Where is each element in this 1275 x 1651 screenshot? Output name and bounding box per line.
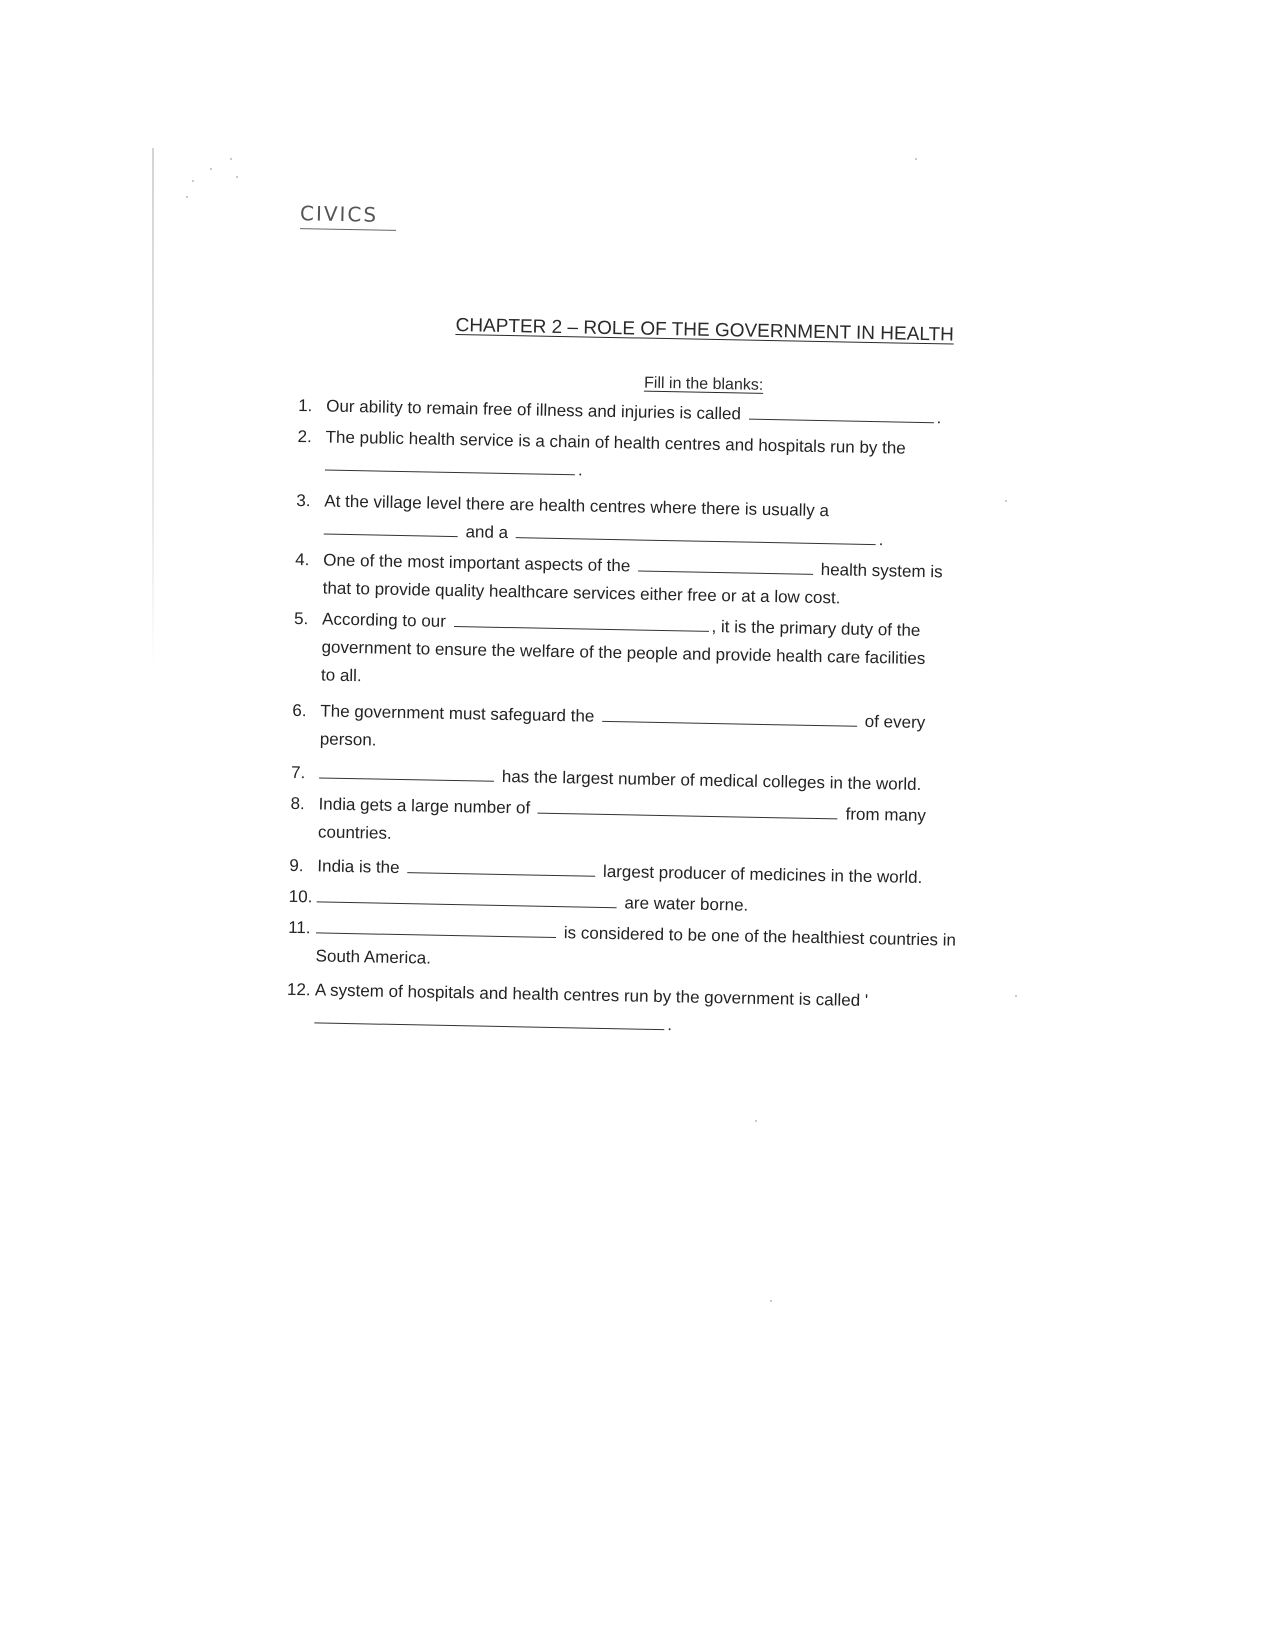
scan-speck: [915, 158, 917, 160]
scan-speck: [770, 1300, 772, 1302]
question-number: 1.: [298, 395, 313, 416]
answer-blank[interactable]: [316, 914, 556, 938]
answer-blank[interactable]: [749, 401, 934, 424]
scan-speck: [210, 168, 212, 170]
subject-underline: [300, 228, 396, 231]
answer-blank[interactable]: [638, 553, 813, 575]
question-text: government to ensure the welfare of the people and provide health care facilities: [321, 637, 926, 669]
question-text: .: [667, 1015, 673, 1035]
question-text: Our ability to remain free of illness and injuries is called: [326, 396, 742, 424]
question-text: from many: [845, 804, 927, 826]
answer-blank[interactable]: [454, 608, 709, 632]
answer-blank[interactable]: [317, 883, 617, 908]
question-number: 11.: [288, 917, 311, 938]
question-text: to all.: [320, 665, 362, 686]
question-text: South America.: [315, 946, 432, 968]
question-text: countries.: [317, 822, 392, 843]
scan-speck: [230, 158, 232, 160]
question-text: One of the most important aspects of the: [323, 550, 631, 576]
question-text: that to provide quality healthcare services either free or at a low cost.: [322, 578, 841, 608]
subject-heading: CIVICS: [299, 201, 379, 227]
question-text: largest producer of medicines in the world.: [602, 861, 923, 888]
question-3: [296, 487, 1037, 557]
scan-edge: [152, 148, 154, 668]
question-text: India is the: [317, 856, 400, 878]
question-number: 7.: [290, 762, 306, 783]
chapter-title: CHAPTER 2 – ROLE OF THE GOVERNMENT IN HEALTH: [455, 314, 955, 346]
scan-speck: [192, 180, 194, 182]
question-text: The government must safeguard the: [320, 701, 595, 726]
instructions: Fill in the blanks:: [643, 374, 764, 394]
question-number: 10.: [288, 886, 313, 907]
answer-blank[interactable]: [538, 795, 838, 820]
question-text: At the village level there are health centres where there is usually a: [324, 491, 830, 521]
question-4: [294, 546, 1035, 616]
question-text: A system of hospitals and health centres run by the government is called ': [314, 980, 869, 1011]
question-text: .: [577, 460, 583, 480]
question-text: and a: [465, 522, 509, 543]
scan-speck: [236, 176, 238, 178]
question-11: [287, 914, 1028, 984]
answer-blank[interactable]: [516, 519, 876, 545]
question-text: person.: [319, 729, 377, 750]
question-12: [286, 976, 1027, 1046]
question-6: [292, 697, 1033, 767]
question-text: has the largest number of medical colleges in the world.: [501, 766, 922, 795]
question-2: [297, 423, 1038, 493]
worksheet-content: [286, 312, 1040, 1049]
answer-blank[interactable]: [407, 854, 595, 877]
question-5: [293, 605, 1034, 703]
question-text: According to our: [321, 609, 447, 631]
scan-speck: [186, 196, 188, 198]
question-text: of every: [864, 711, 926, 733]
question-text: are water borne.: [624, 893, 749, 915]
answer-blank[interactable]: [314, 1004, 664, 1030]
answer-blank[interactable]: [325, 452, 575, 476]
scan-speck: [755, 1120, 757, 1122]
question-number: 9.: [289, 855, 304, 876]
question-number: 4.: [295, 549, 310, 570]
question-number: 8.: [290, 793, 305, 814]
question-number: 5.: [293, 608, 309, 629]
question-8: [290, 790, 1031, 860]
question-text: .: [878, 530, 884, 550]
question-text: , it is the primary duty of the: [711, 616, 921, 640]
answer-blank[interactable]: [602, 703, 857, 727]
question-list: [286, 392, 1038, 1046]
question-number: 3.: [296, 490, 311, 511]
question-number: 12.: [286, 979, 311, 1000]
answer-blank[interactable]: [324, 516, 458, 538]
question-text: .: [936, 408, 942, 428]
question-text: is considered to be one of the healthiest countries in: [563, 923, 957, 950]
question-text: health system is: [820, 560, 943, 582]
question-text: India gets a large number of: [318, 794, 531, 818]
answer-blank[interactable]: [319, 759, 494, 781]
question-text: The public health service is a chain of health centres and hospitals run by the: [325, 427, 906, 458]
question-number: 2.: [297, 426, 312, 447]
question-number: 6.: [292, 700, 307, 721]
